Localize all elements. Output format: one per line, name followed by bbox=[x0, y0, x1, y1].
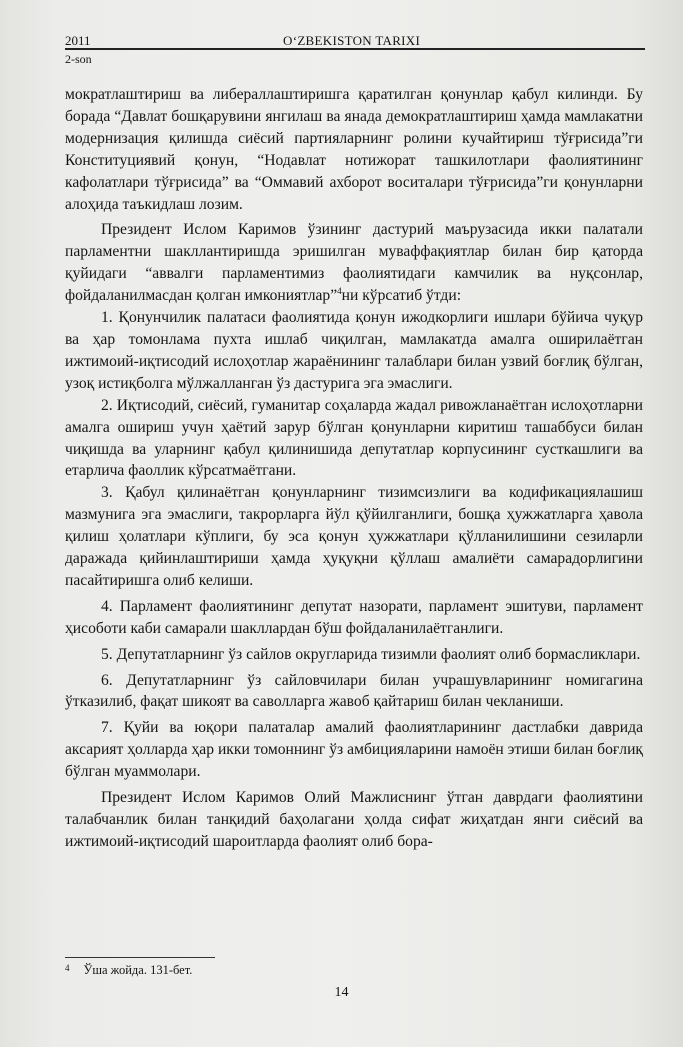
footnote bbox=[65, 963, 192, 978]
paragraph-continuation: мократлаштириш ва либераллаштиришга қаратилган қонунлар қабул килинди. Бу борада “Давлат бошқарувини янгилаш ва янада демократлаштириш ҳамда мамлакатни модернизация қилишда сиёсий партияларнинг ролини кучайтириш тўғрисида”ги Конституциявий қонун, “Нодавлат нотижорат ташкилотлари фаолиятининг кафолатлари тўғрисида” ва “Оммавий ахборот воситалари тўғрисида”ги қонунларни алоҳида таъкидлаш лозим. bbox=[65, 86, 643, 213]
list-item-4: 4. Парламент фаолиятининг депутат назорати, парламент эшитуви, парламент ҳисоботи каби самарали шакллардан бўш фойдаланилаётганлиги. bbox=[65, 597, 643, 637]
paragraph-president-speech-text: Президент Ислом Каримов ўзининг дастурий маърузасида икки палатали парламентни шакллантиришда эришилган муваффақиятлар билан бир қаторда қуйидаги “аввалги парламентимиз фаолиятидаги камчилик ва нуқсонлар, фойдаланилмасдан қолган имкониятлар” bbox=[65, 221, 643, 305]
page-number: 14 bbox=[334, 985, 349, 1000]
list-item-1: 1. Қонунчилик палатаси фаолиятида қонун ижодкорлиги ишлари бўйича чуқур ва ҳар томонлама пухта ишлаб чиқилган, мамлакатда амалга оширилаётган ижтимоий-иқтисодий ислоҳотлар жараёнининг талаблари билан узвий боғлиқ бўлган, узоқ истиқболга мўлжалланган ўз дастурига эга эмаслиги. bbox=[65, 309, 643, 392]
list-item-7: 7. Қуйи ва юқори палаталар амалий фаолиятларининг дастлабки даврида аксарият ҳолларда ҳар икки томоннинг ўз амбицияларини намоён этиши билан боғлиқ бўлган муаммолари. bbox=[65, 719, 643, 781]
paragraph-president-speech-tail: ни кўрсатиб ўтди: bbox=[341, 287, 462, 305]
footnote-mark: 4 bbox=[65, 963, 70, 973]
list-item-2: 2. Иқтисодий, сиёсий, гуманитар соҳаларда жадал ривожланаётган ислоҳотларни амалга ошириш учун ҳаётий зарур бўлган қонунларни киритиш ташаббуси билан чиқишда ва уларнинг қабул қилинишида депутатлар корпусининг сусткашлиги ва етарлича фаоллик кўрсатмаётгани. bbox=[65, 396, 643, 480]
header-journal-title: O‘ZBEKISTON TARIXI bbox=[283, 33, 421, 48]
list-item-5: 5. Депутатларнинг ўз сайлов округларида тизимли фаолият олиб бормасликлари. bbox=[101, 645, 641, 663]
paragraph-conclusion: Президент Ислом Каримов Олий Мажлиснинг ўтган даврдаги фаолиятини талабчанлик билан танқидий баҳолагани ҳолда сифат жиҳатдан янги сиёсий ва ижтимоий-иқтисодий шароитларда фаолият олиб бора- bbox=[65, 789, 643, 850]
paragraph-president-speech bbox=[65, 219, 643, 307]
list-item-3: 3. Қабул қилинаётган қонунларнинг тизимсизлиги ва кодификациялашиш мазмунига эга эмаслиги, такрорларга йўл қўйилганлиги, бошқа ҳужжатларга ҳавола қилиш ҳолатлари кўплиги, бу эса қонун ҳужжатлари қўлланилишини сезиларли даражада қийинлаштириши ҳамда ҳуқуқни қўллаш амалиёти самарадорлигини пасайтиришга олиб келиши. bbox=[65, 484, 643, 589]
footnote-rule bbox=[65, 957, 215, 958]
footnote-text: Ўша жойда. 131-бет. bbox=[83, 963, 193, 977]
article-body bbox=[65, 84, 643, 853]
footnote-reference: 4 bbox=[337, 285, 342, 296]
list-item-6: 6. Депутатларнинг ўз сайловчилари билан учрашувларининг номигагина ўтказилиб, фақат шикоят ва саволларга жавоб қайтариш билан чекланиши. bbox=[65, 671, 643, 711]
header-rule bbox=[65, 48, 645, 50]
header-issue: 2-son bbox=[65, 52, 92, 66]
header-year: 2011 bbox=[65, 33, 91, 48]
